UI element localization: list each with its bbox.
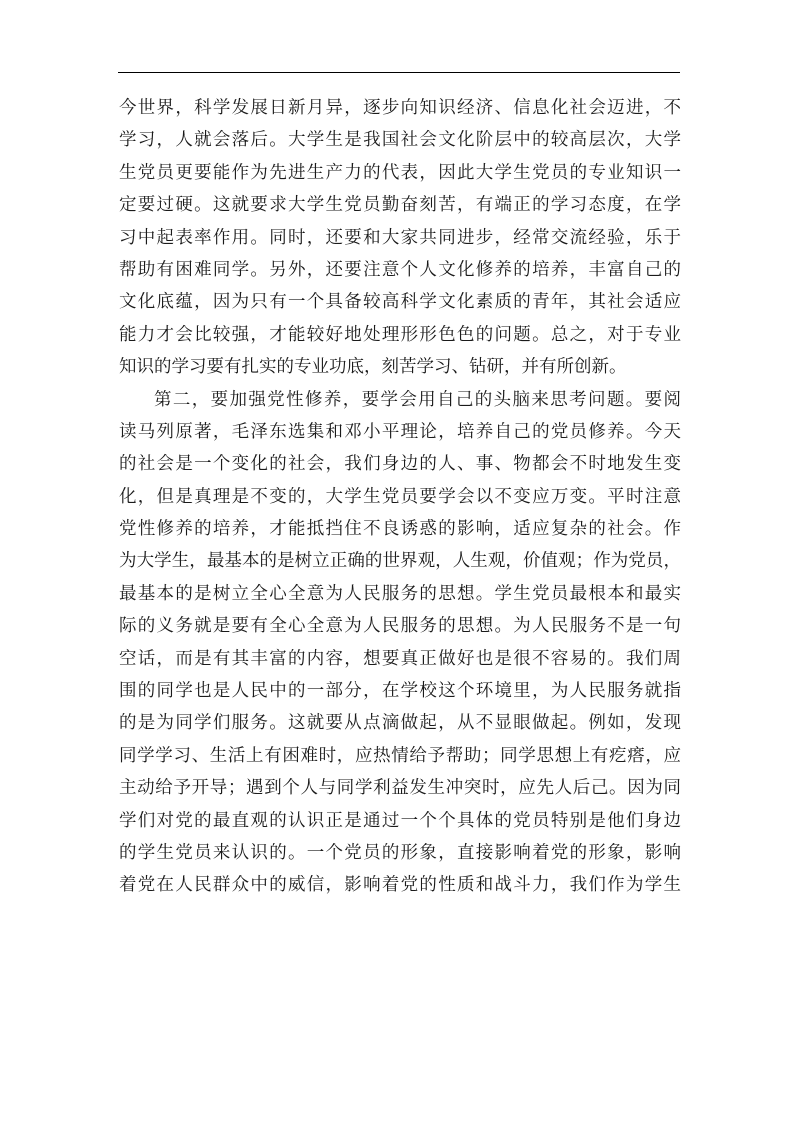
text-line: 的社会是一个变化的社会，我们身边的人、事、物都会不时地发生变 <box>119 454 681 475</box>
text-line: 的学生党员来认识的。一个党员的形象，直接影响着党的形象，影响 <box>119 842 681 863</box>
paragraph-2 <box>119 384 681 902</box>
header-rule <box>118 72 680 73</box>
text-line: 最基本的是树立全心全意为人民服务的思想。学生党员最根本和最实 <box>119 583 681 604</box>
text-line: 第二，要加强党性修养，要学会用自己的头脑来思考问题。要阅 <box>154 389 681 410</box>
text-line: 文化底蕴，因为只有一个具备较高科学文化素质的青年，其社会适应 <box>119 292 681 313</box>
text-line: 党性修养的培养，才能抵挡住不良诱惑的影响，适应复杂的社会。作 <box>119 519 681 540</box>
text-line: 习中起表率作用。同时，还要和大家共同进步，经常交流经验，乐于 <box>119 227 681 248</box>
text-line: 学习，人就会落后。大学生是我国社会文化阶层中的较高层次，大学 <box>119 130 681 151</box>
text-line: 主动给予开导；遇到个人与同学利益发生冲突时，应先人后己。因为同 <box>119 778 681 799</box>
text-line: 读马列原著，毛泽东选集和邓小平理论，培养自己的党员修养。今天 <box>119 421 681 442</box>
text-line: 学们对党的最直观的认识正是通过一个个具体的党员特别是他们身边 <box>119 810 681 831</box>
text-line: 空话，而是有其丰富的内容，想要真正做好也是很不容易的。我们周 <box>119 648 681 669</box>
text-line: 生党员更要能作为先进生产力的代表，因此大学生党员的专业知识一 <box>119 162 681 183</box>
text-line: 能力才会比较强，才能较好地处理形形色色的问题。总之，对于专业 <box>119 324 681 345</box>
text-line: 的是为同学们服务。这就要从点滴做起，从不显眼做起。例如，发现 <box>119 713 681 734</box>
text-line: 着党在人民群众中的威信，影响着党的性质和战斗力，我们作为学生 <box>119 875 681 896</box>
text-line: 知识的学习要有扎实的专业功底，刻苦学习、钻研，并有所创新。 <box>119 357 627 378</box>
text-line: 同学学习、生活上有困难时，应热情给予帮助；同学思想上有疙瘩，应 <box>119 745 681 766</box>
text-line: 际的义务就是要有全心全意为人民服务的思想。为人民服务不是一句 <box>119 616 681 637</box>
text-line: 为大学生，最基本的是树立正确的世界观，人生观，价值观；作为党员， <box>119 551 681 572</box>
text-line: 化，但是真理是不变的，大学生党员要学会以不变应万变。平时注意 <box>119 486 681 507</box>
text-line: 帮助有困难同学。另外，还要注意个人文化修养的培养，丰富自己的 <box>119 259 681 280</box>
text-line: 今世界，科学发展日新月异，逐步向知识经济、信息化社会迈进，不 <box>119 98 681 118</box>
paragraph-1 <box>119 92 681 384</box>
text-line: 定要过硬。这就要求大学生党员勤奋刻苦，有端正的学习态度，在学 <box>119 195 681 216</box>
text-line: 围的同学也是人民中的一部分，在学校这个环境里，为人民服务就指 <box>119 681 681 702</box>
document-body <box>119 92 681 902</box>
